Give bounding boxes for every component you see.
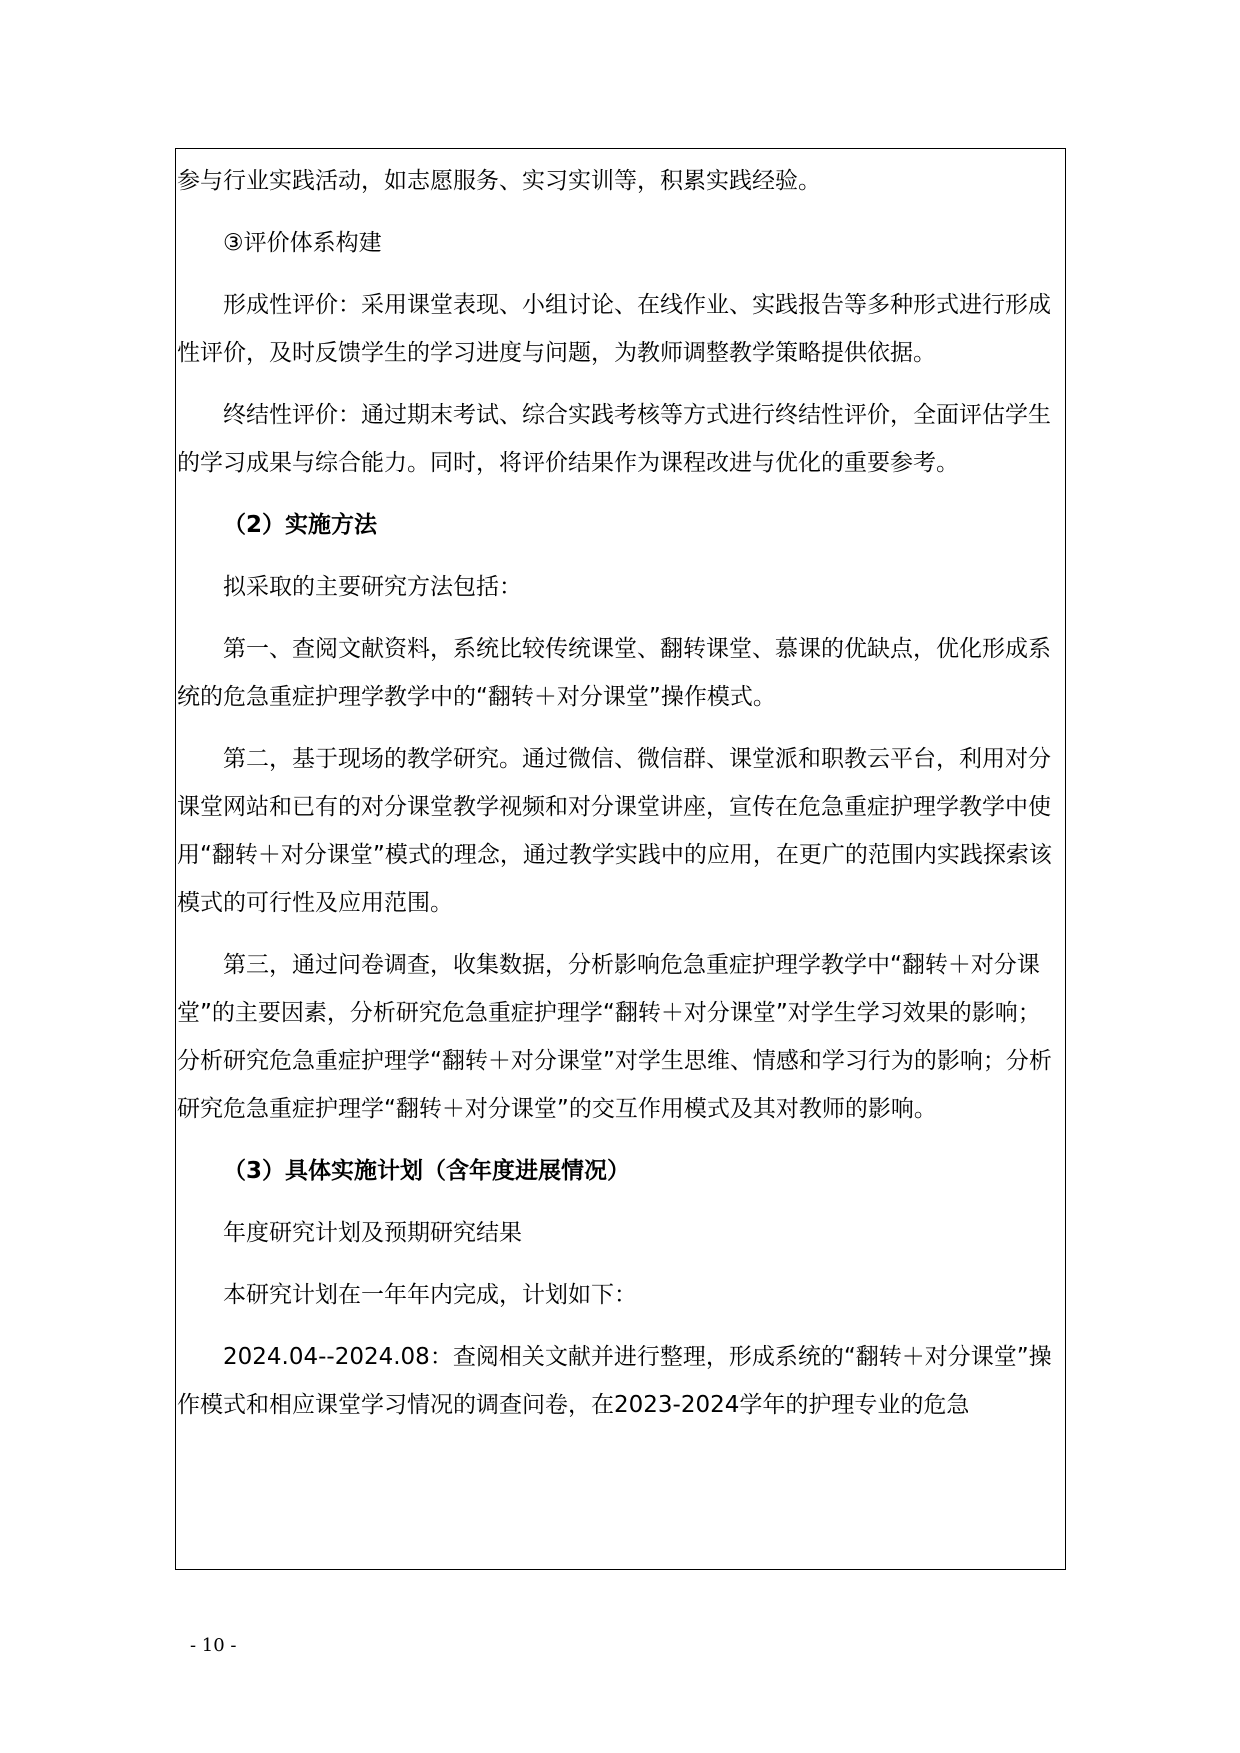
paragraph: 第三，通过问卷调查，收集数据，分析影响危急重症护理学教学中“翻转＋对分课堂”的主要因素，分析研究危急重症护理学“翻转＋对分课堂”对学生学习效果的影响；分析研究危急重症护理学“翻转＋对分课堂”对学生思维、情感和学习行为的影响；分析研究危急重症护理学“翻转＋对分课堂”的交互作用模式及其对教师的影响。 (177, 952, 1052, 1122)
paragraph: 年度研究计划及预期研究结果 (223, 1220, 522, 1246)
paragraph: 第一、查阅文献资料，系统比较传统课堂、翻转课堂、慕课的优缺点，优化形成系统的危急重症护理学教学中的“翻转＋对分课堂”操作模式。 (177, 636, 1051, 710)
paragraph: 第二，基于现场的教学研究。通过微信、微信群、课堂派和职教云平台，利用对分课堂网站和已有的对分课堂教学视频和对分课堂讲座，宣传在危急重症护理学教学中使用“翻转＋对分课堂”模式的理念，通过教学实践中的应用，在更广的范围内实践探索该模式的可行性及应用范围。 (177, 746, 1052, 916)
section-heading: （2）实施方法 (223, 512, 378, 538)
document-body (177, 157, 1063, 1443)
section-heading: （3）具体实施计划（含年度进展情况） (223, 1158, 631, 1184)
paragraph: 本研究计划在一年年内完成，计划如下： (223, 1282, 637, 1308)
paragraph: 参与行业实践活动，如志愿服务、实习实训等，积累实践经验。 (177, 168, 821, 194)
subsection-title: ③评价体系构建 (223, 230, 382, 256)
paragraph: 拟采取的主要研究方法包括： (223, 574, 522, 600)
page-number: - 10 - (190, 1635, 237, 1656)
paragraph: 2024.04--2024.08：查阅相关文献并进行整理，形成系统的“翻转＋对分课堂”操作模式和相应课堂学习情况的调查问卷，在2023-2024学年的护理专业的危急 (177, 1344, 1052, 1418)
paragraph: 终结性评价：通过期末考试、综合实践考核等方式进行终结性评价，全面评估学生的学习成果与综合能力。同时，将评价结果作为课程改进与优化的重要参考。 (177, 402, 1051, 476)
paragraph: 形成性评价：采用课堂表现、小组讨论、在线作业、实践报告等多种形式进行形成性评价，及时反馈学生的学习进度与问题，为教师调整教学策略提供依据。 (177, 292, 1051, 366)
